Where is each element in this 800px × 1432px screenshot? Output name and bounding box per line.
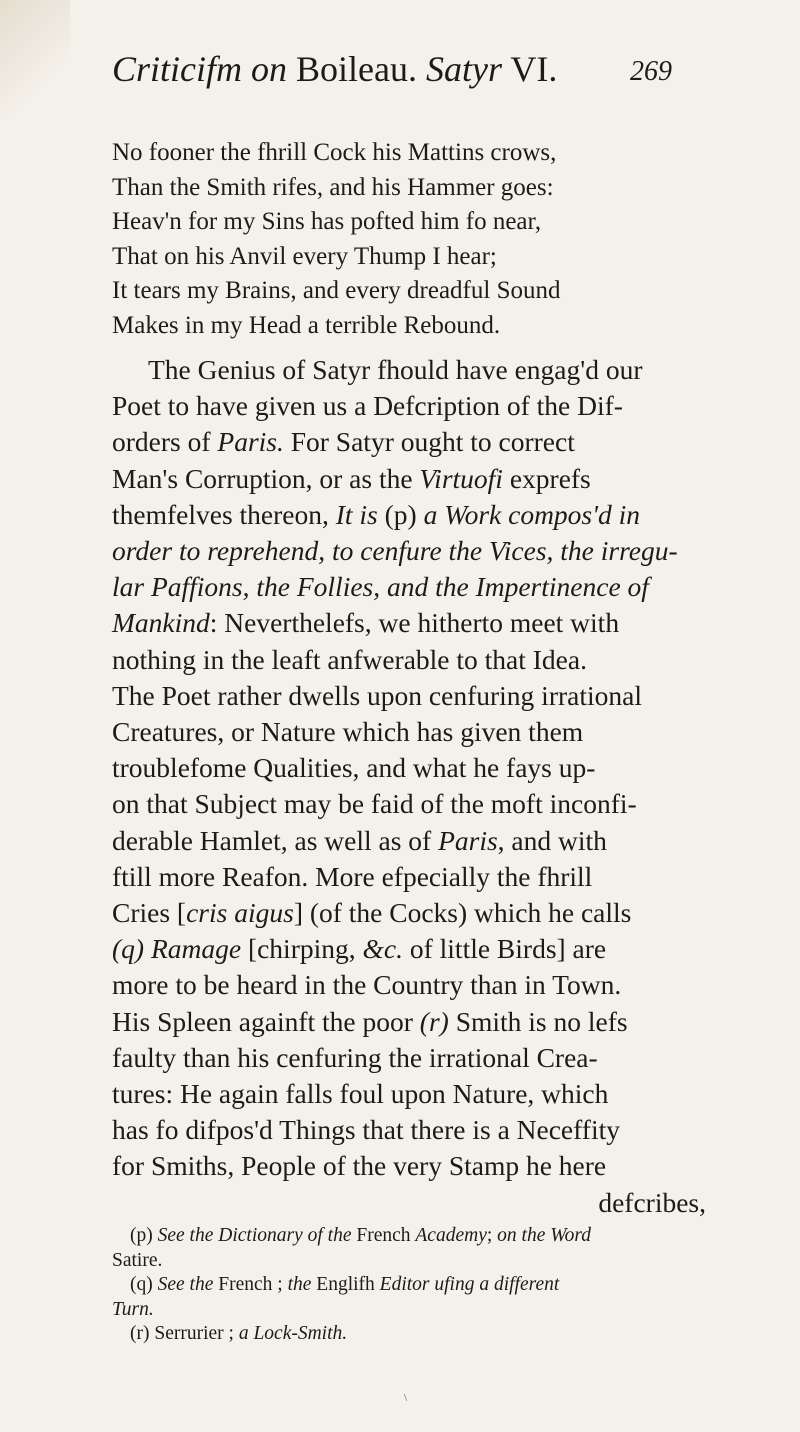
- verse-line: Than the Smith rifes, and his Hammer goes:: [112, 173, 554, 201]
- prose-text: The Poet rather dwells upon cenfuring irrational: [112, 679, 642, 711]
- footnote-text: Academy: [415, 1225, 487, 1246]
- prose-line: [112, 352, 706, 388]
- footnote-text: on the Word: [497, 1225, 592, 1246]
- prose-text: Paris: [438, 824, 498, 856]
- prose-text: For Satyr ought to correct: [283, 426, 575, 458]
- prose-text: : Neverthelefs, we hitherto meet with: [209, 607, 620, 639]
- prose-text: exprefs: [502, 462, 591, 494]
- page-corner-shading: [0, 0, 70, 120]
- prose-text: The Genius of Satyr fhould have engag'd our: [148, 354, 643, 385]
- running-head-title: [112, 48, 557, 90]
- prose-text: [chirping,: [241, 933, 363, 965]
- prose-text: derable Hamlet, as well as of: [112, 824, 439, 856]
- prose-block: [112, 352, 706, 1221]
- footnote-text: (p): [130, 1225, 158, 1246]
- prose-text: (q) Ramage: [112, 933, 242, 965]
- prose-line: [112, 1076, 706, 1112]
- footnote-line: [112, 1273, 706, 1298]
- prose-line: [112, 786, 706, 822]
- prose-text: ] (of the Cocks) which he calls: [293, 897, 632, 929]
- prose-line: [112, 750, 706, 786]
- prose-text: lar Paffions, the Follies, and the Impertinence of: [112, 571, 649, 603]
- footnotes: [112, 1224, 706, 1347]
- footnote-text: French: [351, 1225, 416, 1246]
- prose-line: [112, 1004, 706, 1040]
- prose-text: nothing in the leaft anfwerable to that Idea.: [112, 643, 587, 675]
- prose-text: ftill more Reafon. More efpecially the fhrill: [112, 860, 593, 892]
- running-head-satyr: Satyr: [426, 49, 502, 89]
- prose-text: It is: [335, 498, 378, 530]
- footnote-text: Satire.: [112, 1249, 163, 1271]
- verse-line: It tears my Brains, and every dreadful Sound: [112, 277, 561, 304]
- footnote-text: (q): [130, 1274, 158, 1295]
- prose-text: order to reprehend, to cenfure the Vices, the irregu-: [112, 535, 678, 567]
- footnote-text: See the: [157, 1274, 214, 1295]
- prose-text: (r): [419, 1005, 449, 1037]
- prose-line: [112, 388, 706, 424]
- prose-text: themfelves thereon,: [112, 498, 336, 530]
- prose-text: more to be heard in the Country than in Town.: [112, 969, 622, 1001]
- verse-line: Heav'n for my Sins has pofted him fo near,: [112, 208, 542, 235]
- prose-text: defcribes,: [598, 1186, 706, 1218]
- footnote-line: [112, 1224, 706, 1249]
- prose-text: for Smiths, People of the very Stamp he here: [112, 1150, 607, 1182]
- prose-line: [112, 895, 706, 931]
- prose-text: tures: He again falls foul upon Nature, which: [112, 1078, 609, 1110]
- prose-text: troublefome Qualities, and what he fays up-: [112, 752, 596, 784]
- prose-line: [112, 461, 706, 497]
- prose-line: [112, 823, 706, 859]
- prose-text: orders of: [112, 426, 218, 458]
- running-head-numeral: VI.: [510, 49, 558, 89]
- prose-line: [112, 1040, 706, 1076]
- prose-line: [112, 859, 706, 895]
- prose-text: on that Subject may be faid of the moft inconfi-: [112, 788, 637, 820]
- prose-text: , and with: [497, 824, 607, 856]
- verse-line: That on his Anvil every Thump I hear;: [112, 242, 497, 270]
- prose-text: Man's Corruption, or as the: [112, 462, 420, 494]
- page-number: 269: [630, 56, 672, 87]
- footnote-text: (r) Serrurier ;: [130, 1323, 239, 1344]
- footnote-line: [112, 1298, 706, 1323]
- prose-text: Paris.: [217, 426, 284, 458]
- prose-text: Virtuofi: [419, 462, 503, 494]
- verse-line: No fooner the fhrill Cock his Mattins crows,: [112, 139, 557, 166]
- prose-text: Smith is no lefs: [448, 1005, 628, 1037]
- footnote-line: [112, 1322, 706, 1347]
- prose-text: Cries [: [112, 897, 187, 929]
- footnote-text: ;: [486, 1225, 498, 1246]
- footnote-text: See the Dictionary of the: [157, 1225, 352, 1246]
- footnote-text: Englifh: [311, 1274, 380, 1295]
- running-head-boileau: Boileau.: [296, 49, 417, 89]
- footnote-text: a Lock-Smith.: [238, 1323, 348, 1344]
- running-head-criticism: Criticifm on: [112, 49, 288, 89]
- footnote-line: [112, 1249, 706, 1274]
- prose-text: faulty than his cenfuring the irrational Crea-: [112, 1041, 598, 1073]
- prose-text: (p): [377, 498, 424, 530]
- prose-line: [112, 533, 706, 569]
- running-header: [112, 48, 672, 98]
- prose-text: Poet to have given us a Defcription of the Dif-: [112, 390, 623, 422]
- verse-line: Makes in my Head a terrible Rebound.: [112, 311, 501, 339]
- verse-block: [112, 136, 732, 343]
- footnote-text: Editor ufing a different: [379, 1274, 560, 1295]
- prose-text: a Work compos'd in: [423, 498, 641, 530]
- prose-line: [112, 1112, 706, 1148]
- prose-line: [112, 1148, 706, 1184]
- prose-text: has fo difpos'd Things that there is a Neceffity: [112, 1114, 620, 1146]
- prose-text: His Spleen againft the poor: [112, 1005, 420, 1037]
- prose-text: &c.: [362, 933, 403, 965]
- footnote-text: the: [287, 1274, 312, 1295]
- prose-line: [112, 714, 706, 750]
- prose-line: [112, 497, 706, 533]
- footnote-text: French ;: [213, 1274, 288, 1295]
- prose-text: Creatures, or Nature which has given them: [112, 716, 584, 748]
- prose-text: cris aigus: [186, 897, 294, 929]
- signature-mark: \: [404, 1392, 408, 1404]
- prose-line: [112, 605, 706, 641]
- prose-line: [112, 1185, 706, 1221]
- prose-text: Mankind: [112, 607, 210, 639]
- prose-line: [112, 424, 706, 460]
- prose-line: [112, 931, 706, 967]
- prose-text: of little Birds] are: [402, 933, 607, 965]
- prose-line: [112, 569, 706, 605]
- prose-line: [112, 967, 706, 1003]
- prose-line: [112, 642, 706, 678]
- footnote-text: Turn.: [112, 1298, 154, 1320]
- prose-line: [112, 678, 706, 714]
